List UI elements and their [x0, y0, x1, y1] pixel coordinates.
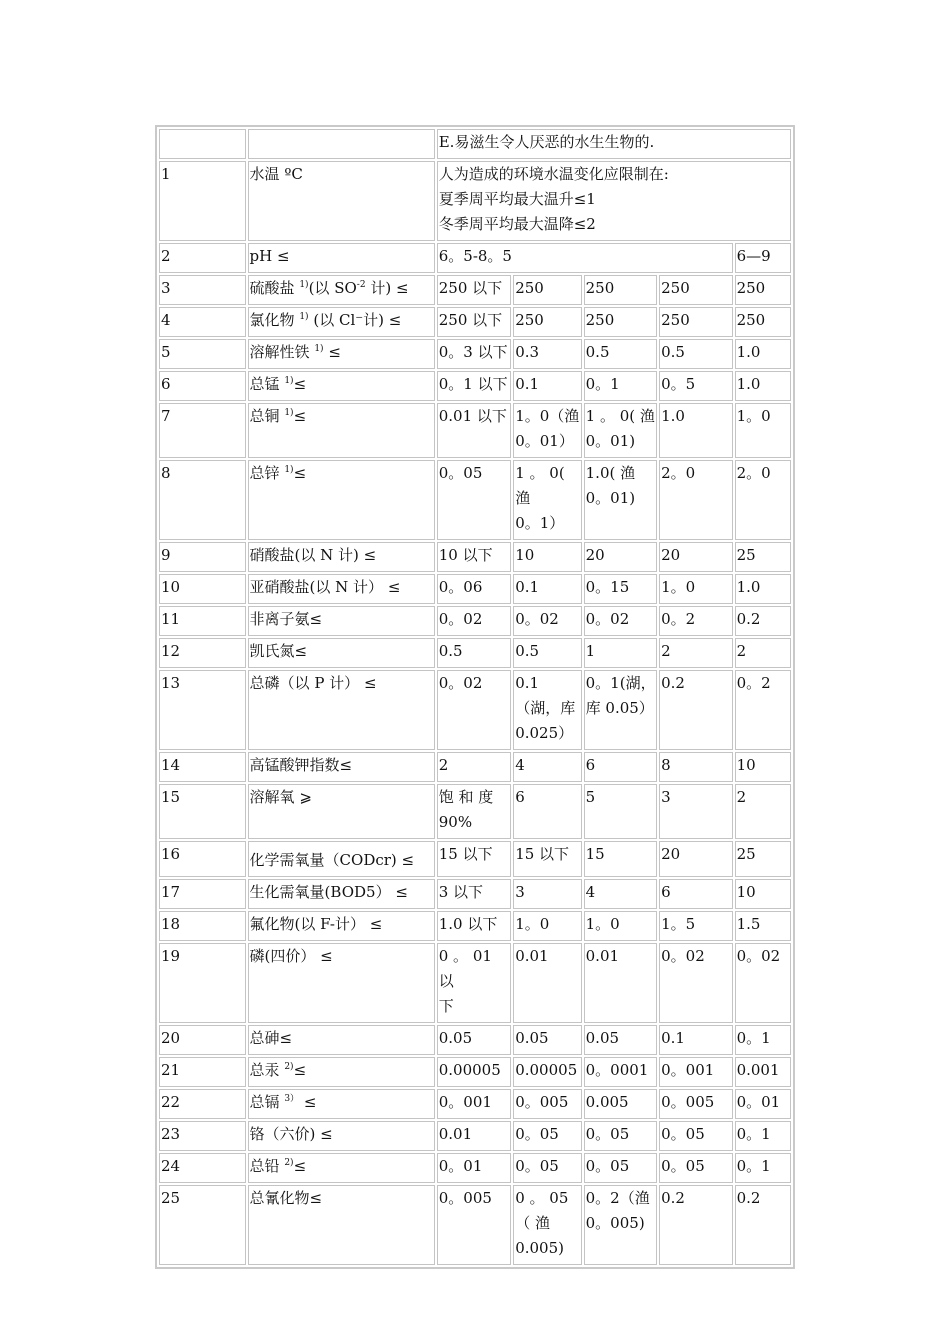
cell-parameter: 总铅 $^{2)}$≤	[248, 1153, 435, 1183]
cell-value: 0。02	[659, 943, 732, 1023]
cell-no: 21	[159, 1057, 246, 1087]
cell-value: 0.005	[584, 1089, 657, 1119]
cell-parameter: 总铜 $^{1)}$≤	[248, 403, 435, 458]
cell-value: 25	[735, 841, 791, 877]
cell-value: 15	[584, 841, 657, 877]
cell-parameter: 总砷≤	[248, 1025, 435, 1055]
table-row	[159, 275, 791, 305]
cell-value: 3	[513, 879, 581, 909]
cell-value: 0.01	[437, 1121, 511, 1151]
cell-value: 1	[584, 638, 657, 668]
table-row	[159, 943, 791, 1023]
cell-value: 0。02	[584, 606, 657, 636]
cell-value: 0。005	[659, 1089, 732, 1119]
table-row	[159, 1025, 791, 1055]
table-row	[159, 339, 791, 369]
cell-value-range: 6—9	[735, 243, 791, 273]
cell-value: 0.2	[735, 606, 791, 636]
cell-value: 1 。 0( 渔 0。1）	[513, 460, 581, 540]
cell-parameter: 化学需氧量（CODcr) ≤	[248, 841, 435, 877]
cell-value: 2	[659, 638, 732, 668]
cell-value: 0。1	[584, 371, 657, 401]
cell-note: E.易滋生令人厌恶的水生生物的.	[437, 129, 791, 159]
cell-no: 10	[159, 574, 246, 604]
cell-value: 10	[513, 542, 581, 572]
cell-value: 250	[735, 275, 791, 305]
cell-value: 0。1 以下	[437, 371, 511, 401]
cell-parameter: 总汞 $^{2)}$≤	[248, 1057, 435, 1087]
cell-value: 0。0001	[584, 1057, 657, 1087]
cell-value: 15 以下	[513, 841, 581, 877]
cell-parameter: 硝酸盐(以 N 计) ≤	[248, 542, 435, 572]
cell-value: 0。02	[513, 606, 581, 636]
table-row	[159, 161, 791, 241]
cell-no: 17	[159, 879, 246, 909]
cell-value: 0.5	[584, 339, 657, 369]
cell-value: 0.01	[513, 943, 581, 1023]
cell-parameter: 总镉 $^{3)}$ ≤	[248, 1089, 435, 1119]
cell-no: 22	[159, 1089, 246, 1119]
table-row	[159, 911, 791, 941]
cell-value: 0.01	[584, 943, 657, 1023]
cell-parameter: 溶解氧 ⩾	[248, 784, 435, 839]
cell-value: 2	[735, 784, 791, 839]
table-row	[159, 129, 791, 159]
cell-value: 0。005	[437, 1185, 511, 1265]
cell-value: 1。0	[735, 403, 791, 458]
cell-value: 0。2	[735, 670, 791, 750]
cell-parameter: 总锰 $^{1)}$≤	[248, 371, 435, 401]
cell-value: 0.05	[584, 1025, 657, 1055]
table-row	[159, 841, 791, 877]
cell-value: 0.3	[513, 339, 581, 369]
cell-value: 250	[659, 307, 732, 337]
table-row	[159, 371, 791, 401]
cell-parameter: 氯化物 $^{1)}$ (以 Cl⁻计) ≤	[248, 307, 435, 337]
cell-no: 13	[159, 670, 246, 750]
cell-value: 1.0( 渔 0。01)	[584, 460, 657, 540]
cell-no: 15	[159, 784, 246, 839]
cell-value: 10	[735, 752, 791, 782]
cell-value: 0。01	[437, 1153, 511, 1183]
cell-value: 0.1 （湖，库 0.025）	[513, 670, 581, 750]
cell-value: 10	[735, 879, 791, 909]
cell-no: 11	[159, 606, 246, 636]
cell-value: 2	[735, 638, 791, 668]
cell-parameter: 凯氏氮≤	[248, 638, 435, 668]
table-row	[159, 403, 791, 458]
cell-parameter: 生化需氧量(BOD5） ≤	[248, 879, 435, 909]
cell-value: 0.00005	[513, 1057, 581, 1087]
cell-no: 16	[159, 841, 246, 877]
cell-value: 1。5	[659, 911, 732, 941]
cell-parameter: 磷(四价） ≤	[248, 943, 435, 1023]
cell-value: 1。0	[513, 911, 581, 941]
cell-value: 250	[735, 307, 791, 337]
cell-value: 1.0	[735, 371, 791, 401]
cell-no: 5	[159, 339, 246, 369]
cell-value: 20	[659, 542, 732, 572]
cell-parameter: 硫酸盐 $^{1)}$(以 $SO^{-2}$ 计) ≤	[248, 275, 435, 305]
cell-value: 0.5	[659, 339, 732, 369]
cell-value: 0。05	[584, 1153, 657, 1183]
table-row	[159, 1185, 791, 1265]
cell-no: 18	[159, 911, 246, 941]
table-row	[159, 606, 791, 636]
cell-value: 0.2	[659, 1185, 732, 1265]
cell-value: 0。06	[437, 574, 511, 604]
cell-value: 0.2	[735, 1185, 791, 1265]
cell-value: 250	[584, 307, 657, 337]
cell-no: 20	[159, 1025, 246, 1055]
cell-no: 8	[159, 460, 246, 540]
table-row	[159, 1057, 791, 1087]
table-row	[159, 542, 791, 572]
cell-parameter: pH ≤	[248, 243, 435, 273]
cell-value: 250	[513, 307, 581, 337]
cell-value: 0。1	[735, 1153, 791, 1183]
cell-value: 0。05	[513, 1121, 581, 1151]
cell-value: 0。02	[437, 606, 511, 636]
cell-value: 0。1	[735, 1025, 791, 1055]
cell-value: 250	[659, 275, 732, 305]
cell-value: 1。0	[584, 911, 657, 941]
cell-value: 0。02	[735, 943, 791, 1023]
cell-no: 4	[159, 307, 246, 337]
table-row	[159, 574, 791, 604]
cell-no: 1	[159, 161, 246, 241]
cell-no: 3	[159, 275, 246, 305]
cell-value: 0.1	[513, 371, 581, 401]
cell-parameter: 铬（六价) ≤	[248, 1121, 435, 1151]
cell-parameter: 亚硝酸盐(以 N 计） ≤	[248, 574, 435, 604]
cell-empty	[248, 129, 435, 159]
cell-value: 0。001	[659, 1057, 732, 1087]
cell-value: 0。005	[513, 1089, 581, 1119]
table-row	[159, 1121, 791, 1151]
cell-no: 14	[159, 752, 246, 782]
cell-value: 15 以下	[437, 841, 511, 877]
cell-value: 1.5	[735, 911, 791, 941]
cell-value: 8	[659, 752, 732, 782]
cell-value: 2	[437, 752, 511, 782]
cell-no: 6	[159, 371, 246, 401]
cell-value: 0。001	[437, 1089, 511, 1119]
cell-value: 饱 和 度 90%	[437, 784, 511, 839]
table-row	[159, 670, 791, 750]
cell-value: 0。02	[437, 670, 511, 750]
cell-value: 4	[584, 879, 657, 909]
cell-no: 9	[159, 542, 246, 572]
cell-parameter: 非离子氨≤	[248, 606, 435, 636]
cell-value: 0。01	[735, 1089, 791, 1119]
cell-parameter: 氟化物(以 F-计） ≤	[248, 911, 435, 941]
cell-value: 1.0	[659, 403, 732, 458]
cell-value: 2。0	[659, 460, 732, 540]
cell-value: 0。3 以下	[437, 339, 511, 369]
cell-value: 20	[584, 542, 657, 572]
cell-value: 4	[513, 752, 581, 782]
cell-value: 250 以下	[437, 307, 511, 337]
table-row	[159, 752, 791, 782]
cell-value: 0 。 01 以 下	[437, 943, 511, 1023]
table-row	[159, 638, 791, 668]
cell-no: 24	[159, 1153, 246, 1183]
cell-value: 0.05	[513, 1025, 581, 1055]
cell-value: 0。15	[584, 574, 657, 604]
cell-no: 23	[159, 1121, 246, 1151]
cell-value: 0。5	[659, 371, 732, 401]
cell-parameter: 水温 ºC	[248, 161, 435, 241]
table-row	[159, 1153, 791, 1183]
cell-value: 1。0（渔 0。01）	[513, 403, 581, 458]
cell-parameter: 高锰酸钾指数≤	[248, 752, 435, 782]
cell-no: 7	[159, 403, 246, 458]
cell-value: 0。1(湖， 库 0.05）	[584, 670, 657, 750]
cell-value: 0.5	[513, 638, 581, 668]
cell-value: 10 以下	[437, 542, 511, 572]
cell-value: 6	[513, 784, 581, 839]
cell-value: 0。05	[659, 1153, 732, 1183]
cell-value: 0。05	[584, 1121, 657, 1151]
table-row	[159, 243, 791, 273]
cell-parameter: 溶解性铁 $^{1)}$ ≤	[248, 339, 435, 369]
cell-value: 6	[584, 752, 657, 782]
cell-value: 1。0	[659, 574, 732, 604]
cell-value: 0 。 05 （ 渔 0.005)	[513, 1185, 581, 1265]
cell-value: 1.0	[735, 339, 791, 369]
cell-parameter: 总锌 $^{1)}$≤	[248, 460, 435, 540]
cell-value: 250 以下	[437, 275, 511, 305]
cell-value: 0。1	[735, 1121, 791, 1151]
cell-value: 3	[659, 784, 732, 839]
cell-no: 2	[159, 243, 246, 273]
cell-value: 250	[584, 275, 657, 305]
cell-no: 25	[159, 1185, 246, 1265]
cell-value: 0.1	[513, 574, 581, 604]
table-row	[159, 784, 791, 839]
cell-value: 2。0	[735, 460, 791, 540]
cell-value: 25	[735, 542, 791, 572]
cell-value-range: 6。5-8。5	[437, 243, 733, 273]
cell-value: 1.0	[735, 574, 791, 604]
table-row	[159, 307, 791, 337]
cell-value: 0.05	[437, 1025, 511, 1055]
table-row	[159, 1089, 791, 1119]
cell-value: 3 以下	[437, 879, 511, 909]
cell-value: 6	[659, 879, 732, 909]
cell-parameter: 总磷（以 P 计） ≤	[248, 670, 435, 750]
cell-no: 12	[159, 638, 246, 668]
cell-value: 0.1	[659, 1025, 732, 1055]
cell-parameter: 总氰化物≤	[248, 1185, 435, 1265]
cell-value: 0.2	[659, 670, 732, 750]
cell-value: 0。2（渔 0。005)	[584, 1185, 657, 1265]
water-quality-standards-table	[155, 125, 795, 1269]
table-row	[159, 460, 791, 540]
cell-value: 1 。 0( 渔 0。01)	[584, 403, 657, 458]
cell-value: 0。05	[437, 460, 511, 540]
table-row	[159, 879, 791, 909]
cell-value: 0。05	[659, 1121, 732, 1151]
cell-value: 1.0 以下	[437, 911, 511, 941]
cell-value: 0.001	[735, 1057, 791, 1087]
cell-value: 20	[659, 841, 732, 877]
cell-value: 0。2	[659, 606, 732, 636]
cell-value: 5	[584, 784, 657, 839]
cell-requirement: 人为造成的环境水温变化应限制在: 夏季周平均最大温升≤1 冬季周平均最大温降≤2	[437, 161, 791, 241]
cell-empty	[159, 129, 246, 159]
cell-no: 19	[159, 943, 246, 1023]
cell-value: 0.5	[437, 638, 511, 668]
cell-value: 0。05	[513, 1153, 581, 1183]
cell-value: 0.00005	[437, 1057, 511, 1087]
cell-value: 250	[513, 275, 581, 305]
cell-value: 0.01 以下	[437, 403, 511, 458]
